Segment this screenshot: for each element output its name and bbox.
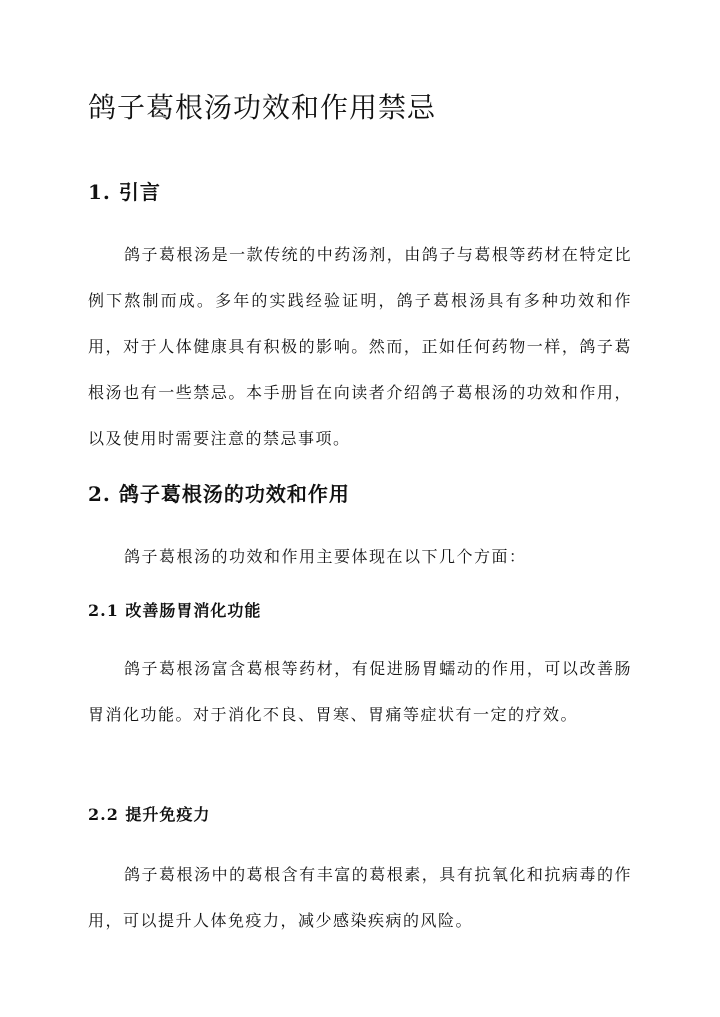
subsection-heading-immunity: 2.2 提升免疫力 [88, 805, 211, 824]
section-heading-introduction: 1. 引言 [88, 180, 161, 204]
digestion-paragraph: 鸽子葛根汤富含葛根等药材，有促进肠胃蠕动的作用，可以改善肠胃消化功能。对于消化不良、胃寒、胃痛等症状有一定的疗效。 [88, 659, 632, 724]
effects-intro-paragraph: 鸽子葛根汤的功效和作用主要体现在以下几个方面： [124, 547, 527, 566]
subsection-heading-digestion: 2.1 改善肠胃消化功能 [88, 601, 262, 620]
section-heading-effects: 2. 鸽子葛根汤的功效和作用 [88, 482, 350, 506]
introduction-paragraph: 鸽子葛根汤是一款传统的中药汤剂，由鸽子与葛根等药材在特定比例下熬制而成。多年的实践经验证明，鸽子葛根汤具有多种功效和作用，对于人体健康具有积极的影响。然而，正如任何药物一样，鸽子葛根汤也有一些禁忌。本手册旨在向读者介绍鸽子葛根汤的功效和作用，以及使用时需要注意的禁忌事项。 [88, 245, 632, 448]
document-title: 鸽子葛根汤功效和作用禁忌 [88, 91, 437, 124]
immunity-paragraph: 鸽子葛根汤中的葛根含有丰富的葛根素，具有抗氧化和抗病毒的作用，可以提升人体免疫力，减少感染疾病的风险。 [88, 865, 632, 930]
